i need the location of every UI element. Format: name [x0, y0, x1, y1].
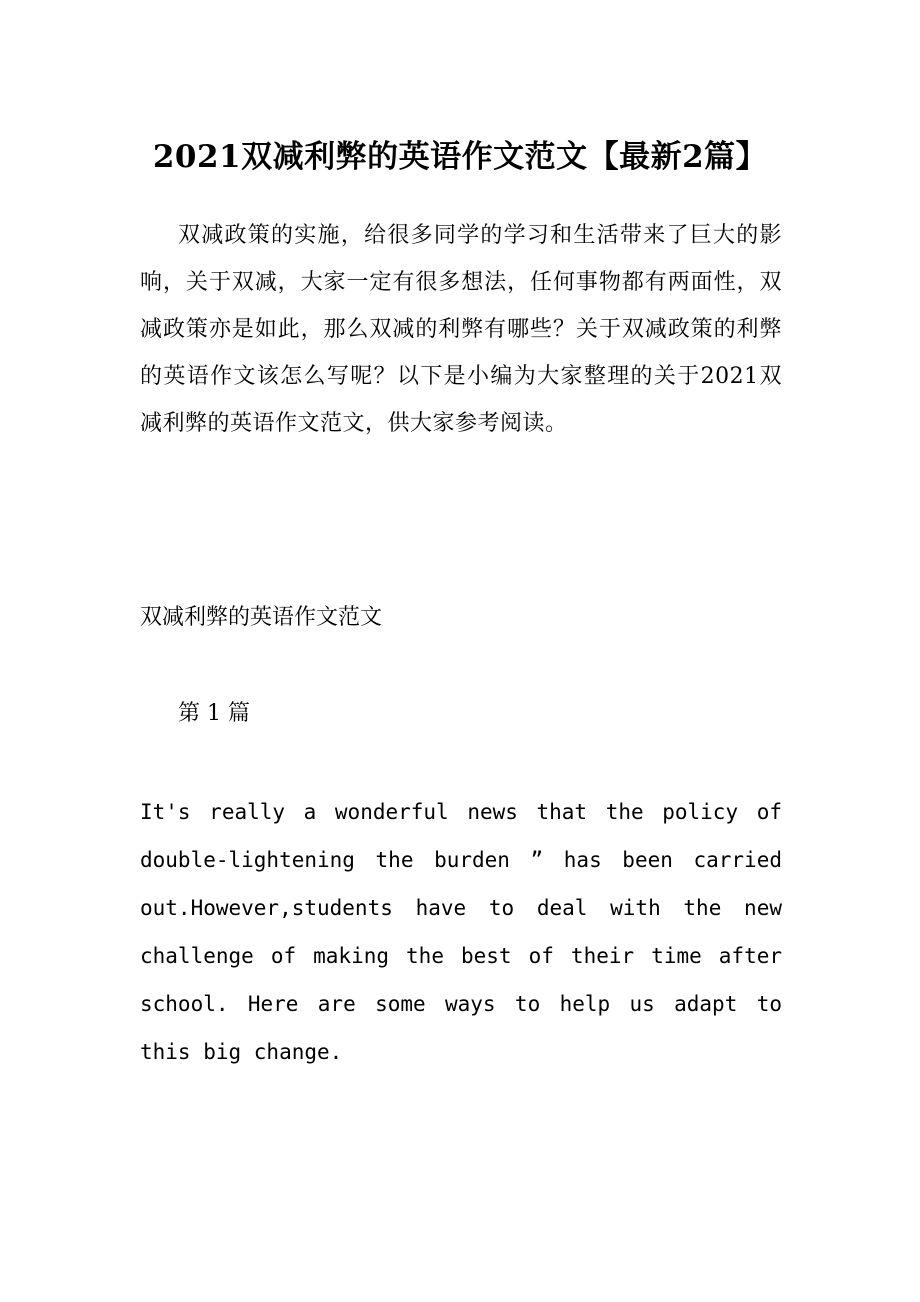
- intro-paragraph: 双减政策的实施，给很多同学的学习和生活带来了巨大的影响，关于双减，大家一定有很多想法，任何事物都有两面性，双减政策亦是如此，那么双减的利弊有哪些？关于双减政策的利弊的英语作文该怎么写呢？以下是小编为大家整理的关于2021双减利弊的英语作文范文，供大家参考阅读。: [140, 223, 782, 436]
- document-title: 2021双减利弊的英语作文范文【最新2篇】: [152, 138, 768, 175]
- section-heading: 双减利弊的英语作文范文: [140, 605, 383, 630]
- essay-paragraph: It's really a wonderful news that the policy of double-lightening the burden ” has been carried out.However,students have to deal with the new challenge of making the best of their time after school. Here are some ways to help us adapt to this big change.: [140, 800, 782, 1064]
- part-label: 第 1 篇: [178, 701, 250, 726]
